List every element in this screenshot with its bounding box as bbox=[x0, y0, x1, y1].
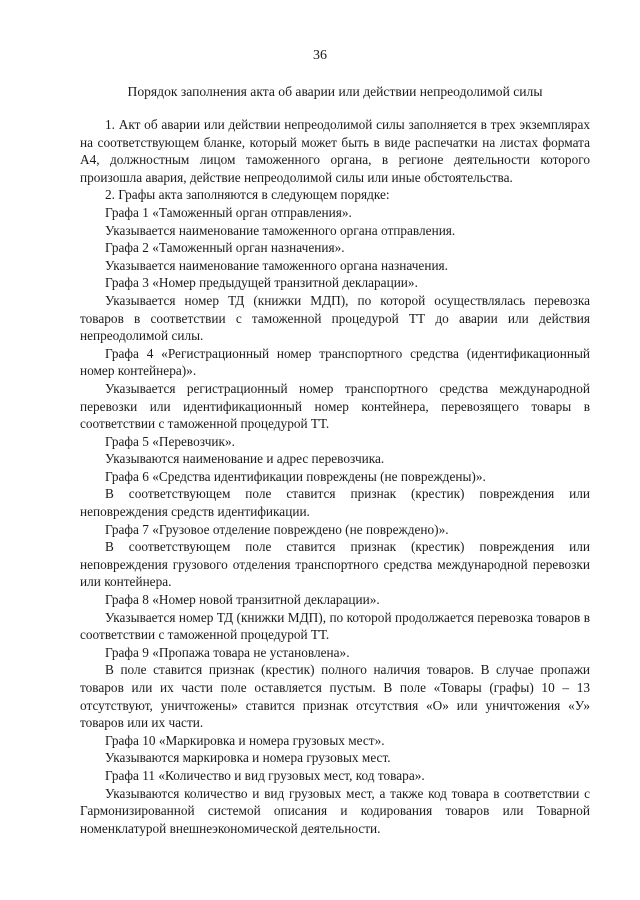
graf-2-text: Указывается наименование таможенного органа назначения. bbox=[105, 257, 448, 273]
graf-2-heading: Графа 2 «Таможенный орган назначения». bbox=[105, 240, 345, 256]
graf-9-text: В поле ставится признак (крестик) полного наличия товаров. В случае пропажи товаров или их части поле оставляется пустым. В поле «Товары (графы) 10 – 13 отсутствуют, уничтожены» ставится признак отсутствия «О» или уничтожения «У» товаров или их части. bbox=[80, 662, 590, 731]
graf-8-heading: Графа 8 «Номер новой транзитной декларации». bbox=[105, 592, 380, 608]
graf-7-text: В соответствующем поле ставится признак (крестик) повреждения или неповреждения грузового отделения транспортного средства международной перевозки или контейнера. bbox=[80, 539, 590, 590]
graf-3-heading: Графа 3 «Номер предыдущей транзитной декларации». bbox=[105, 275, 418, 291]
graf-6-heading: Графа 6 «Средства идентификации повреждены (не повреждены)». bbox=[105, 468, 486, 484]
graf-1-text: Указывается наименование таможенного органа отправления. bbox=[105, 222, 456, 238]
graf-6-text: В соответствующем поле ставится признак (крестик) повреждения или неповреждения средств идентификации. bbox=[80, 486, 590, 520]
graf-10-heading: Графа 10 «Маркировка и номера грузовых мест». bbox=[105, 732, 385, 748]
graf-1-heading: Графа 1 «Таможенный орган отправления». bbox=[105, 204, 352, 220]
graf-4-text: Указывается регистрационный номер транспортного средства международной перевозки или идентификационный номер контейнера, перевозящего товары в соответствии с таможенной процедурой ТТ. bbox=[80, 380, 590, 432]
graf-5-text: Указываются наименование и адрес перевозчика. bbox=[105, 451, 385, 467]
graf-9-heading: Графа 9 «Пропажа товара не установлена». bbox=[105, 644, 350, 660]
graf-4-heading: Графа 4 «Регистрационный номер транспортного средства (идентификационный номер контейнера)». bbox=[80, 345, 590, 379]
paragraph-item-1: 1. Акт об аварии или действии непреодолимой силы заполняется в трех экземплярах на соответствующем бланке, который может быть в виде распечатки на листах формата А4, должностным лицом таможенного органа, в регионе деятельности которого произошла авария, действие непреодолимой силы или иные обстоятельства. bbox=[80, 117, 590, 185]
page-number: 36 bbox=[313, 48, 327, 63]
graf-10-text: Указываются маркировка и номера грузовых мест. bbox=[105, 750, 391, 766]
graf-3-text: Указывается номер ТД (книжки МДП), по которой осуществлялась перевозка товаров в соответствии с таможенной процедурой ТТ до аварии или действия непреодолимой силы. bbox=[80, 292, 590, 344]
graf-5-heading: Графа 5 «Перевозчик». bbox=[105, 433, 235, 449]
graf-11-heading: Графа 11 «Количество и вид грузовых мест, код товара». bbox=[105, 767, 425, 783]
document-title: Порядок заполнения акта об аварии или действии непреодолимой силы bbox=[127, 84, 543, 99]
document-body bbox=[80, 116, 590, 837]
paragraph-item-2: 2. Графы акта заполняются в следующем порядке: bbox=[105, 187, 390, 203]
graf-11-text: Указываются количество и вид грузовых мест, а также код товара в соответствии с Гармонизированной системой описания и кодирования товаров или Товарной номенклатурой внешнеэкономической деятельности. bbox=[80, 785, 590, 836]
graf-7-heading: Графа 7 «Грузовое отделение повреждено (не повреждено)». bbox=[105, 521, 449, 537]
graf-8-text: Указывается номер ТД (книжки МДП), по которой продолжается перевозка товаров в соответствии с таможенной процедурой ТТ. bbox=[80, 609, 590, 643]
